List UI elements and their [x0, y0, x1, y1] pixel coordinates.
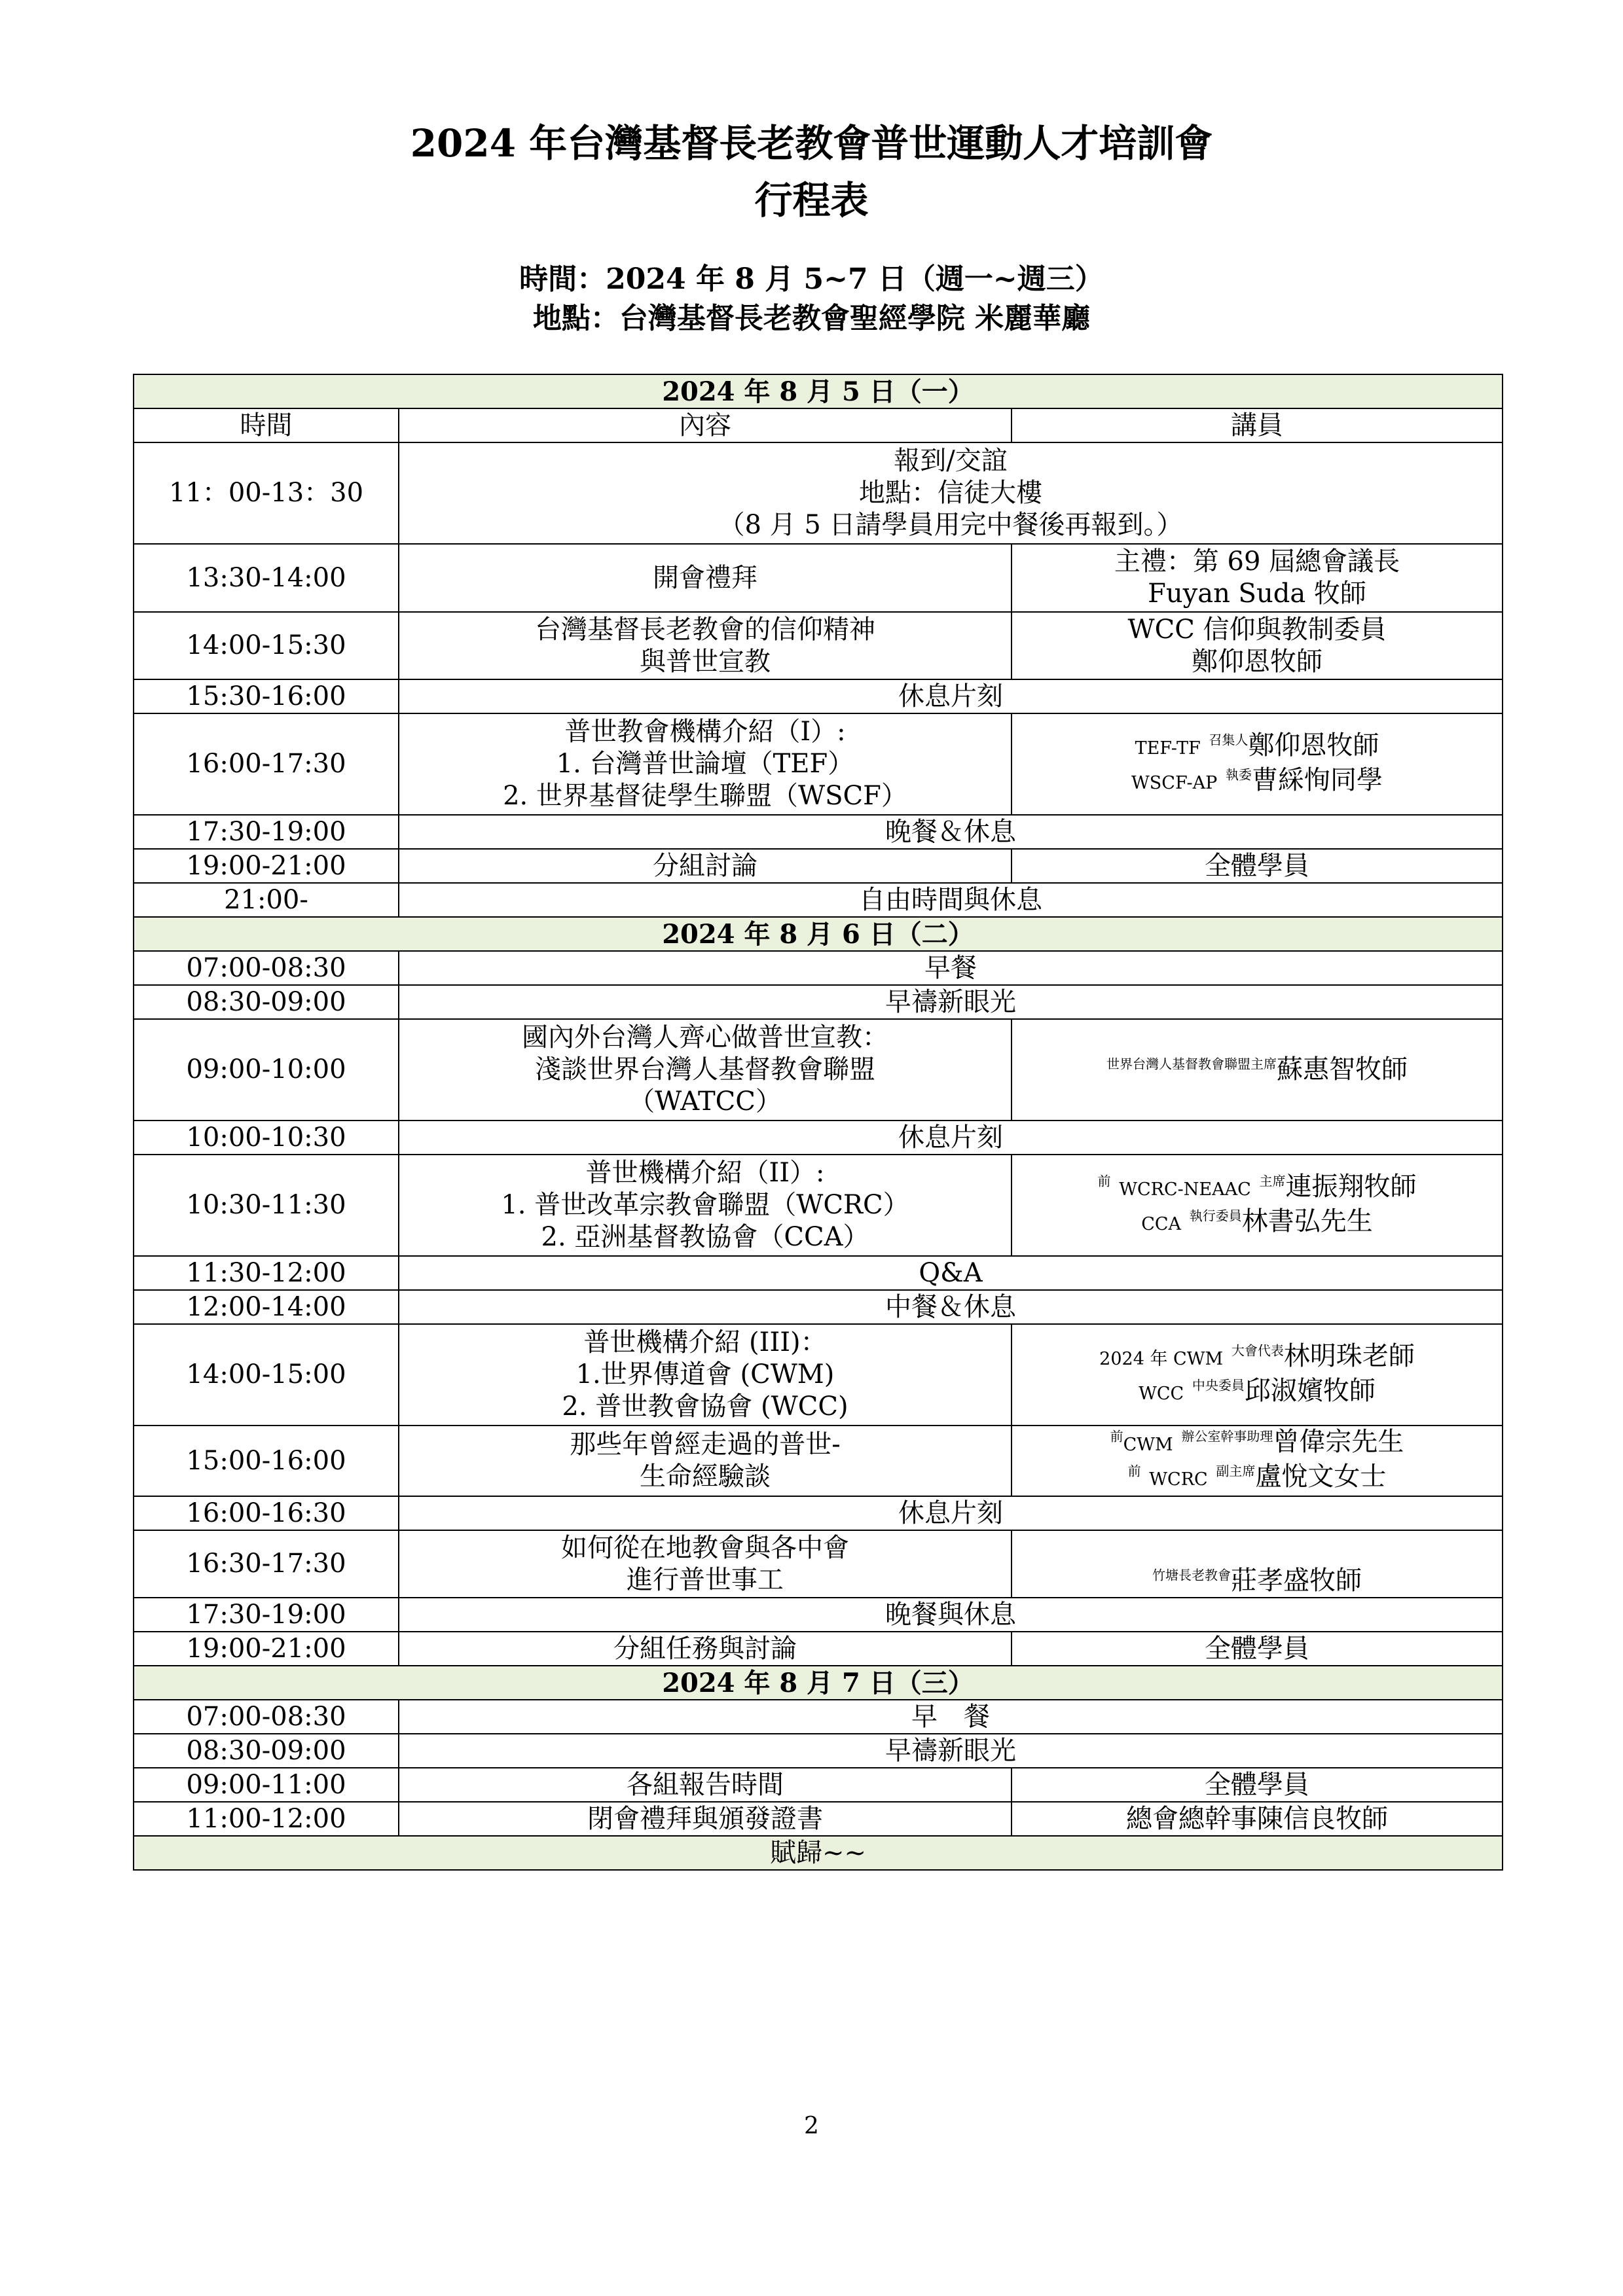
table-row: [134, 679, 1503, 713]
content-cell: 休息片刻: [399, 679, 1503, 713]
table-row: [134, 1496, 1503, 1530]
content-line: 普世機構介紹 (III)：: [583, 1327, 827, 1357]
time-cell: 15:00-16:00: [134, 1426, 399, 1496]
table-row: [134, 713, 1503, 815]
time-cell: 16:00-16:30: [134, 1496, 399, 1530]
speaker-cell: 總會總幹事陳信良牧師: [1012, 1802, 1503, 1836]
content-cell: 晚餐＆休息: [399, 815, 1503, 849]
content-line: （8 月 5 日請學員用完中餐後再報到。）: [718, 510, 1183, 540]
speaker-role: 世界台灣人基督教會聯盟主席: [1106, 1056, 1277, 1072]
table-row: [134, 1768, 1503, 1802]
table-row: [134, 612, 1503, 679]
table-row: [134, 1256, 1503, 1290]
time-cell: 07:00-08:30: [134, 951, 399, 985]
time-cell: 19:00-21:00: [134, 1632, 399, 1666]
content-line: 2. 亞洲基督教協會（CCA）: [541, 1222, 869, 1252]
speaker-name: 鄭仰恩牧師: [1248, 730, 1379, 761]
speaker-line: [1017, 1171, 1497, 1206]
time-cell: 08:30-09:00: [134, 985, 399, 1019]
speaker-cell: [1012, 1530, 1503, 1598]
content-cell: 自由時間與休息: [399, 883, 1503, 917]
day-header-row: [134, 374, 1503, 408]
speaker-role: 中央委員: [1192, 1377, 1245, 1393]
time-cell: 12:00-14:00: [134, 1290, 399, 1324]
time-cell: 10:00-10:30: [134, 1121, 399, 1155]
speaker-role: 主席: [1259, 1173, 1286, 1189]
content-line: 如何從在地教會與各中會: [561, 1532, 849, 1563]
time-cell: 16:30-17:30: [134, 1530, 399, 1598]
speaker-org: WCRC: [1149, 1469, 1208, 1490]
speaker-cell: [1012, 1324, 1503, 1426]
speaker-name: 連振翔牧師: [1285, 1171, 1417, 1202]
column-header-speaker: 講員: [1012, 408, 1503, 442]
table-row: [134, 1632, 1503, 1666]
speaker-name: 邱淑嬪牧師: [1244, 1375, 1376, 1406]
closing-row: [134, 1836, 1503, 1870]
content-line: 生命經驗談: [640, 1462, 771, 1492]
speaker-org: WCC: [1139, 1383, 1184, 1404]
speaker-org: TEF-TF: [1135, 738, 1201, 759]
content-cell: 分組任務與討論: [399, 1632, 1012, 1666]
table-row: [134, 985, 1503, 1019]
speaker-role: 副主席: [1216, 1463, 1256, 1479]
content-line: （WATCC）: [629, 1086, 782, 1117]
time-cell: 13:30-14:00: [134, 544, 399, 612]
speaker-line: [1017, 1206, 1497, 1240]
time-cell: 21:00-: [134, 883, 399, 917]
column-header-time: 時間: [134, 408, 399, 442]
time-cell: 15:30-16:00: [134, 679, 399, 713]
content-line: 2. 世界基督徒學生聯盟（WSCF）: [503, 781, 907, 811]
speaker-role: 辦公室幹事助理: [1181, 1428, 1273, 1444]
table-row: [134, 1290, 1503, 1324]
time-cell: 17:30-19:00: [134, 815, 399, 849]
speaker-cell: [1012, 612, 1503, 679]
speaker-role: 執行委員: [1189, 1208, 1242, 1224]
time-cell: 07:00-08:30: [134, 1700, 399, 1734]
time-cell: 11：00-13：30: [134, 442, 399, 544]
time-cell: 11:00-12:00: [134, 1802, 399, 1836]
table-row: [134, 1802, 1503, 1836]
page-number: 2: [804, 2113, 819, 2140]
document-title: 2024 年台灣基督長老教會普世運動人才培訓會: [410, 121, 1213, 166]
content-line: 普世機構介紹（II）:: [585, 1158, 825, 1188]
table-row: [134, 544, 1503, 612]
speaker-line: [1017, 764, 1497, 799]
content-cell: 早 餐: [399, 1700, 1503, 1734]
table-row: [134, 1530, 1503, 1598]
content-line: 1. 普世改革宗教會聯盟（WCRC）: [501, 1190, 909, 1220]
table-row: [134, 1598, 1503, 1632]
speaker-line: [1017, 1340, 1497, 1375]
column-header-row: [134, 408, 1503, 442]
time-cell: 11:30-12:00: [134, 1256, 399, 1290]
speaker-name: 盧悅文女士: [1255, 1462, 1387, 1492]
content-cell: 休息片刻: [399, 1121, 1503, 1155]
speaker-line: [1017, 1375, 1497, 1410]
content-line: 1. 台灣普世論壇（TEF）: [556, 749, 854, 779]
table-row: [134, 1121, 1503, 1155]
event-place: 地點：台灣基督長老教會聖經學院 米麗華廳: [532, 302, 1091, 335]
time-cell: 09:00-10:00: [134, 1019, 399, 1121]
speaker-org: 2024 年 CWM: [1099, 1348, 1224, 1369]
speaker-cell: [1012, 1426, 1503, 1496]
content-cell: 各組報告時間: [399, 1768, 1012, 1802]
document-subtitle: 行程表: [754, 178, 869, 223]
content-cell: 閉會禮拜與頒發證書: [399, 1802, 1012, 1836]
speaker-cell: 全體學員: [1012, 1768, 1503, 1802]
speaker-name: 蘇惠智牧師: [1277, 1054, 1408, 1085]
speaker-org: CCA: [1141, 1213, 1182, 1234]
content-cell: 早禱新眼光: [399, 1734, 1503, 1768]
content-line: 那些年曾經走過的普世-: [570, 1429, 841, 1460]
speaker-cell: 全體學員: [1012, 1632, 1503, 1666]
speaker-prefix: 前: [1097, 1173, 1111, 1189]
table-row: [134, 883, 1503, 917]
closing-cell: 賦歸~~: [134, 1836, 1503, 1870]
content-cell: [399, 1155, 1012, 1256]
content-line: 台灣基督長老教會的信仰精神: [535, 614, 875, 645]
table-row: [134, 1324, 1503, 1426]
table-row: [134, 1155, 1503, 1256]
content-cell: [399, 1426, 1012, 1496]
content-cell: 中餐＆休息: [399, 1290, 1503, 1324]
speaker-line: [1017, 1426, 1497, 1461]
day-header: 2024 年 8 月 5 日（一）: [134, 374, 1503, 408]
speaker-cell: [1012, 1019, 1503, 1121]
schedule-table: [133, 374, 1503, 1871]
speaker-prefix: 前: [1127, 1463, 1141, 1479]
day-header: 2024 年 8 月 6 日（二）: [134, 917, 1503, 951]
content-line: 普世教會機構介紹（I）:: [564, 717, 846, 747]
speaker-cell: [1012, 544, 1503, 612]
table-row: [134, 1734, 1503, 1768]
time-cell: 14:00-15:30: [134, 612, 399, 679]
content-line: 報到/交誼: [894, 446, 1008, 476]
content-cell: [399, 442, 1503, 544]
content-cell: [399, 713, 1012, 815]
speaker-role: 執委: [1225, 766, 1252, 783]
time-cell: 08:30-09:00: [134, 1734, 399, 1768]
content-cell: [399, 612, 1012, 679]
speaker-org: CWM: [1123, 1435, 1173, 1455]
speaker-role: 竹塘長老教會: [1152, 1567, 1231, 1583]
speaker-role: 大會代表: [1231, 1342, 1284, 1359]
speaker-org: WSCF-AP: [1131, 772, 1218, 793]
content-line: 與普世宣教: [640, 646, 771, 677]
table-row: [134, 849, 1503, 883]
time-cell: 14:00-15:00: [134, 1324, 399, 1426]
table-row: [134, 951, 1503, 985]
content-line: 進行普世事工: [627, 1564, 784, 1595]
day-header: 2024 年 8 月 7 日（三）: [134, 1666, 1503, 1700]
speaker-name: 林書弘先生: [1241, 1206, 1373, 1236]
day-header-row: [134, 917, 1503, 951]
speaker-line: WCC 信仰與教制委員: [1127, 614, 1387, 645]
content-cell: Q&A: [399, 1256, 1503, 1290]
content-cell: 早餐: [399, 951, 1503, 985]
speaker-name: 曾偉宗先生: [1273, 1427, 1404, 1457]
table-row: [134, 442, 1503, 544]
content-line: 淺談世界台灣人基督教會聯盟: [535, 1054, 875, 1085]
table-row: [134, 815, 1503, 849]
day-header-row: [134, 1666, 1503, 1700]
content-cell: [399, 1019, 1012, 1121]
speaker-line: [1017, 730, 1497, 764]
speaker-cell: [1012, 713, 1503, 815]
speaker-prefix: 前: [1110, 1428, 1123, 1444]
content-line: 2. 普世教會協會 (WCC): [562, 1391, 848, 1422]
speaker-line: [1017, 1461, 1497, 1496]
content-cell: 休息片刻: [399, 1496, 1503, 1530]
speaker-cell: [1012, 1155, 1503, 1256]
content-cell: 晚餐與休息: [399, 1598, 1503, 1632]
time-cell: 16:00-17:30: [134, 713, 399, 815]
content-cell: 早禱新眼光: [399, 985, 1503, 1019]
speaker-name: 莊孝盛牧師: [1231, 1566, 1362, 1596]
column-header-content: 內容: [399, 408, 1012, 442]
content-cell: [399, 1324, 1012, 1426]
time-cell: 10:30-11:30: [134, 1155, 399, 1256]
time-cell: 19:00-21:00: [134, 849, 399, 883]
content-cell: 分組討論: [399, 849, 1012, 883]
speaker-line: 鄭仰恩牧師: [1192, 646, 1322, 677]
speaker-name: 曹綵恂同學: [1251, 764, 1383, 795]
content-line: 1.世界傳道會 (CWM): [575, 1359, 835, 1390]
speaker-cell: 全體學員: [1012, 849, 1503, 883]
content-line: 國內外台灣人齊心做普世宣教：: [522, 1022, 888, 1052]
speaker-org: WCRC-NEAAC: [1119, 1179, 1251, 1200]
speaker-role: 召集人: [1209, 732, 1249, 748]
table-row: [134, 1019, 1503, 1121]
speaker-line: Fuyan Suda 牧師: [1148, 579, 1366, 609]
time-cell: 17:30-19:00: [134, 1598, 399, 1632]
time-cell: 09:00-11:00: [134, 1768, 399, 1802]
event-time: 時間：2024 年 8 月 5~7 日（週一~週三）: [519, 262, 1104, 296]
content-line: 地點：信徒大樓: [859, 478, 1042, 508]
table-row: [134, 1700, 1503, 1734]
table-row: [134, 1426, 1503, 1496]
speaker-name: 林明珠老師: [1283, 1340, 1415, 1371]
content-cell: 開會禮拜: [399, 544, 1012, 612]
speaker-line: 主禮：第 69 屆總會議長: [1114, 547, 1400, 577]
content-cell: [399, 1530, 1012, 1598]
